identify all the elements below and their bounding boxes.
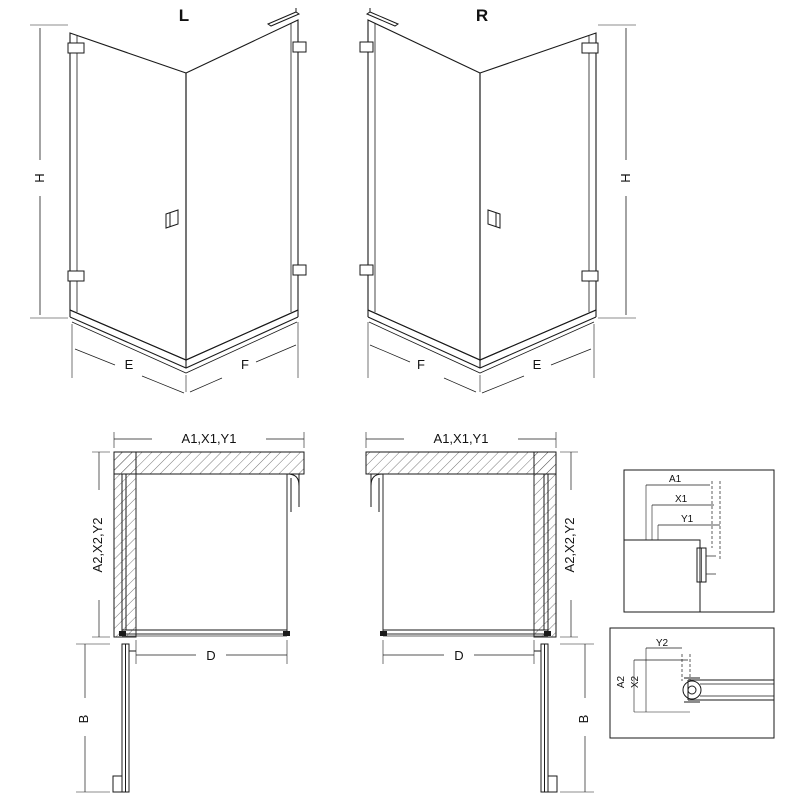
detail-view-top [624, 470, 774, 612]
plan-left-wall-side [114, 452, 136, 637]
plan-left-side-dim-label: A2,X2,Y2 [90, 517, 105, 573]
isometric-view-right [360, 6, 636, 393]
plan-right-door-leaf [534, 644, 557, 792]
plan-right-glass [383, 474, 548, 636]
iso-left-dim-height [30, 25, 68, 318]
detail-top-label-a1: A1 [669, 474, 682, 485]
plan-right-b-label: B [576, 714, 591, 724]
iso-left-height-label: H [32, 173, 47, 183]
detail-bottom-label-x2: X2 [630, 675, 641, 689]
plan-right-wall-side [534, 452, 556, 637]
detail-bottom-geometry [682, 654, 774, 702]
iso-left-geometry [70, 20, 298, 373]
detail-bottom-label-y2: Y2 [655, 638, 669, 649]
iso-left-label-f: F [241, 357, 249, 372]
plan-right-door-swing-top [371, 474, 383, 512]
detail-top-label-x1: X1 [675, 494, 688, 505]
plan-left-door-swing-top [287, 474, 299, 512]
iso-left-title: L [178, 6, 190, 25]
plan-left-d-label: D [206, 648, 216, 663]
iso-left-hinges [68, 42, 306, 281]
plan-right-top-dim-label: A1,X1,Y1 [433, 431, 489, 446]
plan-right-enclosure [383, 474, 548, 634]
iso-right-hinges [360, 42, 598, 281]
iso-left-handle [166, 210, 178, 228]
plan-right-side-dim-label: A2,X2,Y2 [562, 517, 577, 573]
plan-view-right [366, 431, 594, 792]
iso-right-height-label: H [618, 173, 633, 183]
plan-view-left [76, 431, 304, 792]
iso-right-geometry [368, 20, 596, 373]
plan-left-door-leaf [113, 644, 136, 792]
detail-top-frame [624, 470, 774, 612]
iso-left-top-rail [268, 8, 299, 26]
iso-right-posts [375, 23, 589, 360]
detail-top-geometry [624, 481, 720, 612]
plan-left-glass [122, 474, 287, 636]
iso-left-posts [77, 23, 291, 360]
detail-bottom-label-a2: A2 [616, 675, 627, 689]
plan-right-wall-top [366, 452, 556, 474]
iso-left-label-e: E [124, 357, 134, 372]
detail-top-label-y1: Y1 [681, 514, 694, 525]
iso-right-dim-height [598, 25, 636, 318]
plan-left-b-label: B [76, 714, 91, 724]
iso-right-label-f: F [417, 357, 425, 372]
iso-right-label-e: E [532, 357, 542, 372]
isometric-view-left [30, 6, 306, 393]
plan-right-d-label: D [454, 648, 464, 663]
plan-left-enclosure [122, 474, 287, 634]
detail-view-bottom [610, 628, 774, 738]
plan-left-wall-top [114, 452, 304, 474]
iso-right-title: R [475, 6, 489, 25]
detail-bottom-dims [634, 648, 690, 712]
iso-right-handle [488, 210, 500, 228]
plan-left-top-dim-label: A1,X1,Y1 [181, 431, 237, 446]
iso-right-top-rail [367, 8, 398, 26]
